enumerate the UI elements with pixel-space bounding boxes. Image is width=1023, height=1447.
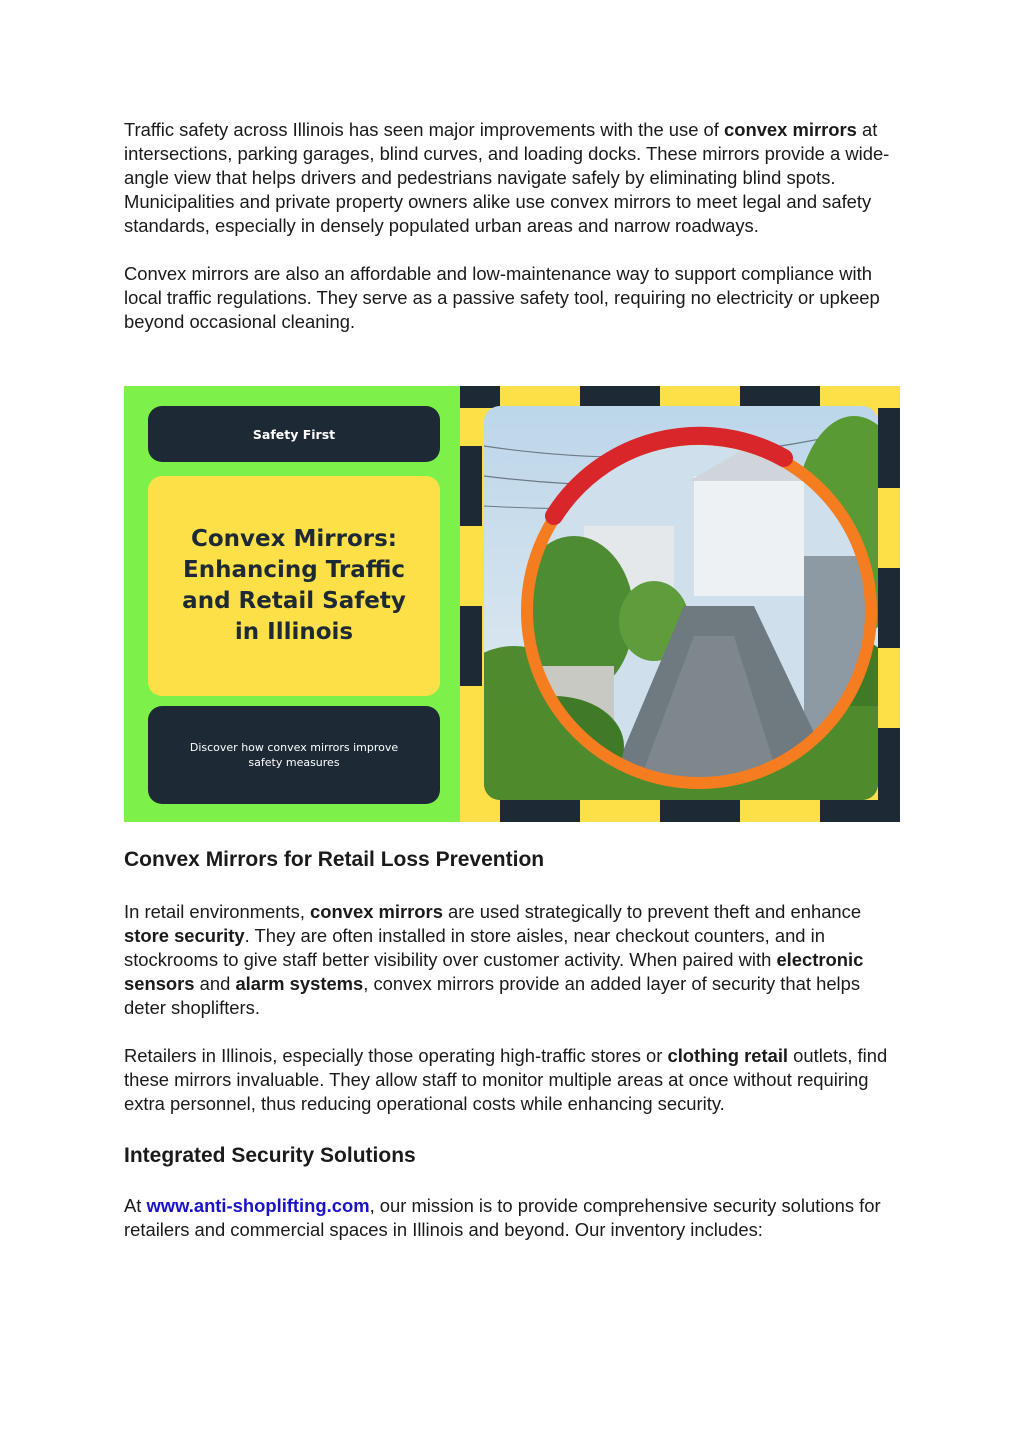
retail-paragraph-1: In retail environments, convex mirrors are used strategically to prevent theft and enhance store security. They are often installed in store aisles, near checkout counters, and in stockrooms to give staff better visibility over customer activity. When paired with electronic sensors and alarm systems, convex mirrors provide an added layer of security that helps deter shoplifters.	[124, 901, 864, 1018]
article-top	[124, 118, 900, 334]
banner-subtitle: Discover how convex mirrors improve safety measures	[148, 706, 440, 804]
article-bottom	[124, 846, 900, 1242]
website-link[interactable]: www.anti-shoplifting.com	[146, 1195, 370, 1216]
banner-image	[124, 386, 900, 822]
convex-mirror-photo	[484, 406, 878, 800]
integrated-paragraph: At www.anti-shoplifting.com, our mission is to provide comprehensive security solutions for retailers and commercial spaces in Illinois and beyond. Our inventory includes:	[124, 1195, 881, 1240]
intro-paragraph-1: Traffic safety across Illinois has seen major improvements with the use of convex mirrors at intersections, parking garages, blind curves, and loading docks. These mirrors provide a wide-angle view that helps drivers and pedestrians navigate safely by eliminating blind spots. Municipalities and private property owners alike use convex mirrors to meet legal and safety standards, especially in densely populated urban areas and narrow roadways.	[124, 119, 890, 236]
section-heading-retail: Convex Mirrors for Retail Loss Prevention	[124, 848, 545, 871]
retail-paragraph-2: Retailers in Illinois, especially those operating high-traffic stores or clothing retail outlets, find these mirrors invaluable. They allow staff to monitor multiple areas at once without requiring extra personnel, thus reducing operational costs while enhancing security.	[124, 1045, 888, 1114]
banner-title: Convex Mirrors: Enhancing Traffic and Retail Safety in Illinois	[182, 526, 406, 645]
banner-title-box	[148, 476, 440, 696]
intro-paragraph-2: Convex mirrors are also an affordable and low-maintenance way to support compliance with local traffic regulations. They serve as a passive safety tool, requiring no electricity or upkeep beyond occasional cleaning.	[124, 263, 880, 332]
banner-tag: Safety First	[148, 406, 440, 462]
section-heading-integrated: Integrated Security Solutions	[124, 1144, 416, 1167]
